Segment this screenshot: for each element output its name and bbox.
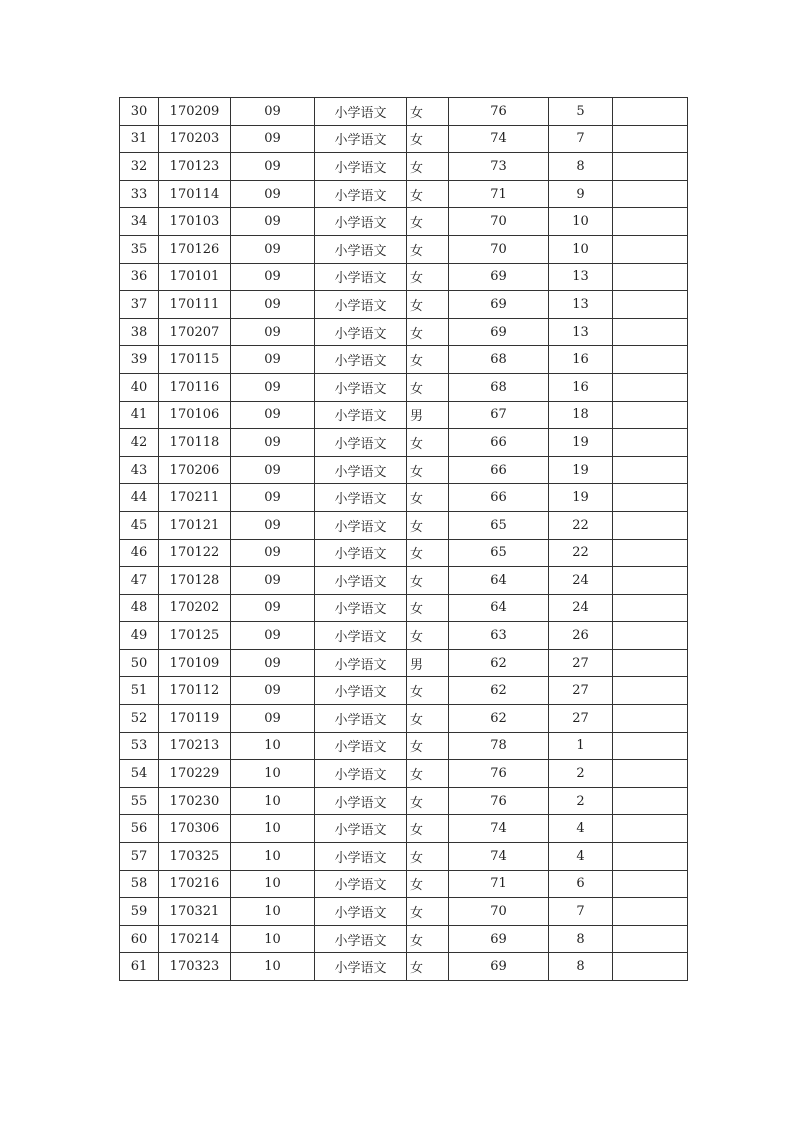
subject-cell: 小学语文 [315,511,407,539]
note-cell [613,263,688,291]
candidate-id-cell: 170211 [159,484,231,512]
table-row [120,456,688,484]
group-code-cell: 09 [231,649,315,677]
subject-cell: 小学语文 [315,484,407,512]
note-cell [613,953,688,981]
subject-cell: 小学语文 [315,98,407,126]
row-number-cell: 37 [120,291,159,319]
candidate-id-cell: 170122 [159,539,231,567]
subject-cell: 小学语文 [315,208,407,236]
score-cell: 73 [449,153,549,181]
note-cell [613,125,688,153]
group-code-cell: 09 [231,677,315,705]
subject-cell: 小学语文 [315,291,407,319]
gender-cell: 女 [407,843,449,871]
rank-cell: 9 [549,180,613,208]
table-row [120,291,688,319]
gender-cell: 女 [407,953,449,981]
note-cell [613,677,688,705]
subject-cell: 小学语文 [315,567,407,595]
note-cell [613,373,688,401]
table-row [120,429,688,457]
candidate-id-cell: 170126 [159,235,231,263]
table-row [120,180,688,208]
group-code-cell: 10 [231,870,315,898]
note-cell [613,539,688,567]
row-number-cell: 39 [120,346,159,374]
subject-cell: 小学语文 [315,346,407,374]
group-code-cell: 09 [231,235,315,263]
gender-cell: 女 [407,235,449,263]
group-code-cell: 09 [231,180,315,208]
table-row [120,732,688,760]
table-row [120,815,688,843]
row-number-cell: 61 [120,953,159,981]
table-row [120,208,688,236]
candidate-id-cell: 170119 [159,705,231,733]
subject-cell: 小学语文 [315,180,407,208]
note-cell [613,732,688,760]
score-cell: 71 [449,870,549,898]
score-cell: 76 [449,98,549,126]
candidate-id-cell: 170229 [159,760,231,788]
group-code-cell: 09 [231,511,315,539]
row-number-cell: 35 [120,235,159,263]
rank-cell: 4 [549,815,613,843]
table-row [120,760,688,788]
score-cell: 65 [449,511,549,539]
subject-cell: 小学语文 [315,870,407,898]
note-cell [613,594,688,622]
group-code-cell: 09 [231,401,315,429]
candidate-id-cell: 170323 [159,953,231,981]
note-cell [613,180,688,208]
row-number-cell: 60 [120,925,159,953]
group-code-cell: 10 [231,898,315,926]
table-row [120,539,688,567]
subject-cell: 小学语文 [315,539,407,567]
subject-cell: 小学语文 [315,429,407,457]
row-number-cell: 45 [120,511,159,539]
score-cell: 70 [449,235,549,263]
note-cell [613,511,688,539]
results-table [119,97,688,981]
subject-cell: 小学语文 [315,318,407,346]
score-cell: 69 [449,953,549,981]
gender-cell: 女 [407,539,449,567]
rank-cell: 22 [549,511,613,539]
row-number-cell: 56 [120,815,159,843]
score-cell: 62 [449,705,549,733]
rank-cell: 2 [549,760,613,788]
group-code-cell: 10 [231,732,315,760]
group-code-cell: 09 [231,594,315,622]
row-number-cell: 53 [120,732,159,760]
score-cell: 70 [449,208,549,236]
group-code-cell: 09 [231,429,315,457]
group-code-cell: 09 [231,539,315,567]
gender-cell: 女 [407,125,449,153]
group-code-cell: 09 [231,373,315,401]
gender-cell: 女 [407,898,449,926]
rank-cell: 16 [549,346,613,374]
subject-cell: 小学语文 [315,401,407,429]
score-cell: 76 [449,760,549,788]
score-cell: 62 [449,677,549,705]
candidate-id-cell: 170106 [159,401,231,429]
note-cell [613,429,688,457]
table-row [120,511,688,539]
group-code-cell: 09 [231,98,315,126]
candidate-id-cell: 170103 [159,208,231,236]
rank-cell: 4 [549,843,613,871]
subject-cell: 小学语文 [315,760,407,788]
note-cell [613,98,688,126]
gender-cell: 女 [407,567,449,595]
table-row [120,373,688,401]
row-number-cell: 52 [120,705,159,733]
row-number-cell: 50 [120,649,159,677]
gender-cell: 女 [407,484,449,512]
gender-cell: 女 [407,346,449,374]
table-row [120,594,688,622]
group-code-cell: 09 [231,705,315,733]
subject-cell: 小学语文 [315,705,407,733]
score-cell: 69 [449,263,549,291]
subject-cell: 小学语文 [315,953,407,981]
note-cell [613,815,688,843]
rank-cell: 13 [549,263,613,291]
candidate-id-cell: 170203 [159,125,231,153]
row-number-cell: 46 [120,539,159,567]
table-row [120,787,688,815]
score-cell: 74 [449,815,549,843]
note-cell [613,291,688,319]
group-code-cell: 09 [231,318,315,346]
note-cell [613,346,688,374]
rank-cell: 27 [549,677,613,705]
score-cell: 68 [449,373,549,401]
subject-cell: 小学语文 [315,263,407,291]
subject-cell: 小学语文 [315,373,407,401]
table-row [120,153,688,181]
row-number-cell: 59 [120,898,159,926]
row-number-cell: 33 [120,180,159,208]
rank-cell: 8 [549,925,613,953]
rank-cell: 7 [549,898,613,926]
rank-cell: 10 [549,235,613,263]
score-cell: 76 [449,787,549,815]
gender-cell: 女 [407,373,449,401]
gender-cell: 女 [407,318,449,346]
subject-cell: 小学语文 [315,677,407,705]
candidate-id-cell: 170115 [159,346,231,374]
candidate-id-cell: 170207 [159,318,231,346]
candidate-id-cell: 170209 [159,98,231,126]
group-code-cell: 10 [231,925,315,953]
candidate-id-cell: 170112 [159,677,231,705]
rank-cell: 13 [549,318,613,346]
table-row [120,125,688,153]
score-cell: 66 [449,456,549,484]
table-row [120,263,688,291]
rank-cell: 18 [549,401,613,429]
table-row [120,898,688,926]
rank-cell: 7 [549,125,613,153]
gender-cell: 女 [407,622,449,650]
rank-cell: 27 [549,705,613,733]
gender-cell: 女 [407,291,449,319]
gender-cell: 女 [407,153,449,181]
table-row [120,925,688,953]
score-cell: 78 [449,732,549,760]
candidate-id-cell: 170109 [159,649,231,677]
table-row [120,235,688,263]
row-number-cell: 58 [120,870,159,898]
rank-cell: 1 [549,732,613,760]
rank-cell: 27 [549,649,613,677]
note-cell [613,870,688,898]
table-row [120,870,688,898]
score-cell: 67 [449,401,549,429]
group-code-cell: 09 [231,153,315,181]
note-cell [613,235,688,263]
note-cell [613,925,688,953]
gender-cell: 女 [407,760,449,788]
table-row [120,318,688,346]
group-code-cell: 09 [231,263,315,291]
gender-cell: 女 [407,870,449,898]
row-number-cell: 51 [120,677,159,705]
table-row [120,401,688,429]
gender-cell: 女 [407,208,449,236]
gender-cell: 男 [407,401,449,429]
row-number-cell: 38 [120,318,159,346]
score-cell: 64 [449,567,549,595]
table-body [120,98,688,981]
row-number-cell: 48 [120,594,159,622]
group-code-cell: 09 [231,125,315,153]
score-cell: 70 [449,898,549,926]
subject-cell: 小学语文 [315,649,407,677]
rank-cell: 13 [549,291,613,319]
subject-cell: 小学语文 [315,898,407,926]
table-row [120,484,688,512]
candidate-id-cell: 170321 [159,898,231,926]
candidate-id-cell: 170325 [159,843,231,871]
score-cell: 62 [449,649,549,677]
rank-cell: 19 [549,456,613,484]
row-number-cell: 54 [120,760,159,788]
candidate-id-cell: 170128 [159,567,231,595]
candidate-id-cell: 170214 [159,925,231,953]
candidate-id-cell: 170116 [159,373,231,401]
candidate-id-cell: 170230 [159,787,231,815]
rank-cell: 8 [549,153,613,181]
rank-cell: 5 [549,98,613,126]
note-cell [613,401,688,429]
gender-cell: 女 [407,677,449,705]
row-number-cell: 36 [120,263,159,291]
gender-cell: 女 [407,456,449,484]
group-code-cell: 10 [231,760,315,788]
score-cell: 69 [449,318,549,346]
candidate-id-cell: 170111 [159,291,231,319]
table-row [120,649,688,677]
group-code-cell: 09 [231,456,315,484]
gender-cell: 女 [407,180,449,208]
note-cell [613,898,688,926]
row-number-cell: 43 [120,456,159,484]
table-row [120,843,688,871]
group-code-cell: 10 [231,843,315,871]
row-number-cell: 49 [120,622,159,650]
row-number-cell: 42 [120,429,159,457]
score-cell: 74 [449,843,549,871]
group-code-cell: 10 [231,815,315,843]
row-number-cell: 44 [120,484,159,512]
row-number-cell: 40 [120,373,159,401]
subject-cell: 小学语文 [315,732,407,760]
score-cell: 74 [449,125,549,153]
table-row [120,346,688,374]
subject-cell: 小学语文 [315,235,407,263]
table-row [120,567,688,595]
note-cell [613,622,688,650]
group-code-cell: 09 [231,622,315,650]
note-cell [613,843,688,871]
subject-cell: 小学语文 [315,456,407,484]
subject-cell: 小学语文 [315,787,407,815]
score-cell: 64 [449,594,549,622]
row-number-cell: 32 [120,153,159,181]
score-cell: 68 [449,346,549,374]
note-cell [613,318,688,346]
rank-cell: 19 [549,484,613,512]
gender-cell: 女 [407,511,449,539]
note-cell [613,649,688,677]
candidate-id-cell: 170216 [159,870,231,898]
note-cell [613,760,688,788]
group-code-cell: 09 [231,346,315,374]
candidate-id-cell: 170101 [159,263,231,291]
group-code-cell: 09 [231,567,315,595]
rank-cell: 22 [549,539,613,567]
score-cell: 69 [449,291,549,319]
score-cell: 66 [449,484,549,512]
subject-cell: 小学语文 [315,125,407,153]
candidate-id-cell: 170202 [159,594,231,622]
candidate-id-cell: 170114 [159,180,231,208]
candidate-id-cell: 170125 [159,622,231,650]
table-row [120,953,688,981]
rank-cell: 2 [549,787,613,815]
score-cell: 65 [449,539,549,567]
gender-cell: 女 [407,705,449,733]
rank-cell: 19 [549,429,613,457]
candidate-id-cell: 170306 [159,815,231,843]
candidate-id-cell: 170118 [159,429,231,457]
candidate-id-cell: 170121 [159,511,231,539]
subject-cell: 小学语文 [315,815,407,843]
rank-cell: 24 [549,567,613,595]
row-number-cell: 30 [120,98,159,126]
rank-cell: 10 [549,208,613,236]
subject-cell: 小学语文 [315,622,407,650]
row-number-cell: 55 [120,787,159,815]
group-code-cell: 10 [231,953,315,981]
note-cell [613,456,688,484]
gender-cell: 女 [407,925,449,953]
gender-cell: 女 [407,732,449,760]
candidate-id-cell: 170213 [159,732,231,760]
candidate-id-cell: 170206 [159,456,231,484]
rank-cell: 16 [549,373,613,401]
group-code-cell: 09 [231,208,315,236]
table-row [120,98,688,126]
rank-cell: 8 [549,953,613,981]
rank-cell: 6 [549,870,613,898]
row-number-cell: 31 [120,125,159,153]
subject-cell: 小学语文 [315,925,407,953]
note-cell [613,567,688,595]
note-cell [613,787,688,815]
row-number-cell: 41 [120,401,159,429]
score-cell: 71 [449,180,549,208]
gender-cell: 女 [407,263,449,291]
gender-cell: 女 [407,429,449,457]
gender-cell: 男 [407,649,449,677]
gender-cell: 女 [407,98,449,126]
gender-cell: 女 [407,815,449,843]
note-cell [613,484,688,512]
row-number-cell: 47 [120,567,159,595]
note-cell [613,153,688,181]
group-code-cell: 10 [231,787,315,815]
gender-cell: 女 [407,787,449,815]
group-code-cell: 09 [231,291,315,319]
table-row [120,677,688,705]
group-code-cell: 09 [231,484,315,512]
rank-cell: 26 [549,622,613,650]
score-cell: 69 [449,925,549,953]
rank-cell: 24 [549,594,613,622]
note-cell [613,705,688,733]
table-row [120,705,688,733]
table-row [120,622,688,650]
score-cell: 63 [449,622,549,650]
subject-cell: 小学语文 [315,153,407,181]
row-number-cell: 57 [120,843,159,871]
score-cell: 66 [449,429,549,457]
candidate-id-cell: 170123 [159,153,231,181]
subject-cell: 小学语文 [315,594,407,622]
row-number-cell: 34 [120,208,159,236]
gender-cell: 女 [407,594,449,622]
subject-cell: 小学语文 [315,843,407,871]
note-cell [613,208,688,236]
